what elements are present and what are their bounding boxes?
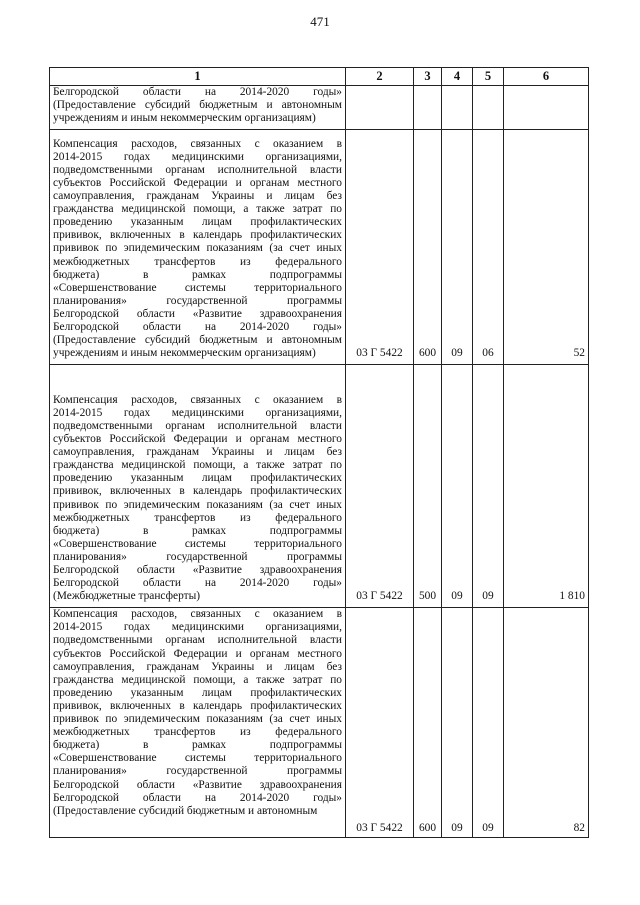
table-row: [50, 86, 589, 130]
text-line: субъектов Российской Федерации и органам местного: [53, 176, 342, 189]
expense-type-cell: [414, 86, 442, 130]
section-cell: 09: [442, 608, 473, 838]
text-line: гражданства медицинской помощи, а также затрат по: [53, 673, 342, 686]
subsection-cell: 06: [473, 130, 504, 365]
column-header-3: 3: [414, 68, 442, 86]
text-line: Белгородской области «Развитие здравоохранения: [53, 778, 342, 791]
text-line: (Предоставление субсидий бюджетным и автономным: [53, 334, 342, 347]
text-line: учреждениям и иным некоммерческим организациям): [53, 347, 316, 360]
text-line: (Предоставление субсидий бюджетным и автономным: [53, 804, 318, 817]
text-line: учреждениям и иным некоммерческим организациям): [53, 112, 316, 125]
text-line: бюджета) в рамках подпрограммы: [53, 268, 342, 281]
row-description: [50, 365, 346, 608]
text-line: Белгородской области «Развитие здравоохранения: [53, 307, 342, 320]
table-row: [50, 365, 589, 608]
text-line: подведомственными органам исполнительной власти: [53, 419, 342, 432]
text-line: самоуправления, гражданам Украины и лицам без: [53, 660, 342, 673]
text-line: прививок, включенных в календарь профилактических: [53, 699, 342, 712]
text-line: проведению указанным лицам профилактических: [53, 472, 342, 485]
text-line: «Совершенствование системы территориального: [53, 281, 342, 294]
text-line: бюджета) в рамках подпрограммы: [53, 739, 342, 752]
target-code-cell: 03 Г 5422: [346, 608, 414, 838]
text-line: Белгородской области на 2014-2020 годы»: [53, 86, 342, 98]
text-line: (Предоставление субсидий бюджетным и автономным: [53, 99, 342, 112]
text-line: межбюджетных трансфертов из федерального: [53, 511, 342, 524]
column-header-1: 1: [50, 68, 346, 86]
text-line: самоуправления, гражданам Украины и лицам без: [53, 190, 342, 203]
text-line: прививок, включенных в календарь профилактических: [53, 229, 342, 242]
text-line: прививок по эпидемическим показаниям (за счет иных: [53, 713, 342, 726]
page-number: 471: [310, 14, 330, 29]
text-line: прививок по эпидемическим показаниям (за счет иных: [53, 242, 342, 255]
text-line: Белгородской области на 2014-2020 годы»: [53, 321, 342, 333]
expense-type-cell: 500: [414, 365, 442, 608]
text-line: проведению указанным лицам профилактических: [53, 216, 342, 229]
text-line: Белгородской области «Развитие здравоохранения: [53, 564, 342, 576]
text-line: прививок по эпидемическим показаниям (за счет иных: [53, 498, 342, 511]
text-line: прививок, включенных в календарь профилактических: [53, 485, 342, 498]
text-line: Белгородской области на 2014-2020 годы»: [53, 577, 342, 590]
budget-table: [49, 67, 589, 838]
text-line: подведомственными органам исполнительной власти: [53, 163, 342, 176]
column-header-4: 4: [442, 68, 473, 86]
text-line: 2014-2015 годах медицинскими организациями,: [53, 621, 342, 634]
target-code-cell: [346, 86, 414, 130]
expense-type-cell: 600: [414, 130, 442, 365]
column-header-5: 5: [473, 68, 504, 86]
text-line: подведомственными органам исполнительной власти: [53, 634, 342, 647]
text-line: «Совершенствование системы территориального: [53, 537, 342, 550]
text-line: межбюджетных трансфертов из федерального: [53, 255, 342, 268]
text-line: гражданства медицинской помощи, а также затрат по: [53, 459, 342, 472]
column-header-2: 2: [346, 68, 414, 86]
target-code-cell: 03 Г 5422: [346, 365, 414, 608]
section-cell: 09: [442, 130, 473, 365]
text-line: 2014-2015 годах медицинскими организациями,: [53, 150, 342, 163]
amount-cell: 52: [504, 130, 589, 365]
table-header: [50, 68, 589, 86]
column-header-6: 6: [504, 68, 589, 86]
amount-cell: 82: [504, 608, 589, 838]
table-row: [50, 130, 589, 365]
row-description: [50, 130, 346, 365]
text-line: Белгородской области на 2014-2020 годы»: [53, 791, 342, 804]
text-line: Компенсация расходов, связанных с оказанием в: [53, 137, 342, 150]
text-line: самоуправления, гражданам Украины и лицам без: [53, 446, 342, 459]
text-line: 2014-2015 годах медицинскими организациями,: [53, 406, 342, 419]
section-cell: [442, 86, 473, 130]
target-code-cell: 03 Г 5422: [346, 130, 414, 365]
amount-cell: 1 810: [504, 365, 589, 608]
row-description: [50, 86, 346, 130]
subsection-cell: [473, 86, 504, 130]
row-description: [50, 608, 346, 838]
text-line: проведению указанным лицам профилактических: [53, 686, 342, 699]
text-line: субъектов Российской Федерации и органам местного: [53, 647, 342, 660]
table-row: [50, 608, 589, 838]
expense-type-cell: 600: [414, 608, 442, 838]
text-line: бюджета) в рамках подпрограммы: [53, 524, 342, 537]
text-line: «Совершенствование системы территориального: [53, 752, 342, 765]
text-line: планирования» государственной программы: [53, 294, 342, 307]
amount-cell: [504, 86, 589, 130]
text-line: гражданства медицинской помощи, а также затрат по: [53, 203, 342, 216]
text-line: (Межбюджетные трансферты): [53, 590, 201, 603]
text-line: межбюджетных трансфертов из федерального: [53, 726, 342, 739]
text-line: Компенсация расходов, связанных с оказанием в: [53, 393, 342, 406]
text-line: субъектов Российской Федерации и органам местного: [53, 433, 342, 446]
subsection-cell: 09: [473, 365, 504, 608]
subsection-cell: 09: [473, 608, 504, 838]
text-line: планирования» государственной программы: [53, 765, 342, 778]
section-cell: 09: [442, 365, 473, 608]
text-line: Компенсация расходов, связанных с оказанием в: [53, 608, 342, 621]
text-line: планирования» государственной программы: [53, 550, 342, 563]
